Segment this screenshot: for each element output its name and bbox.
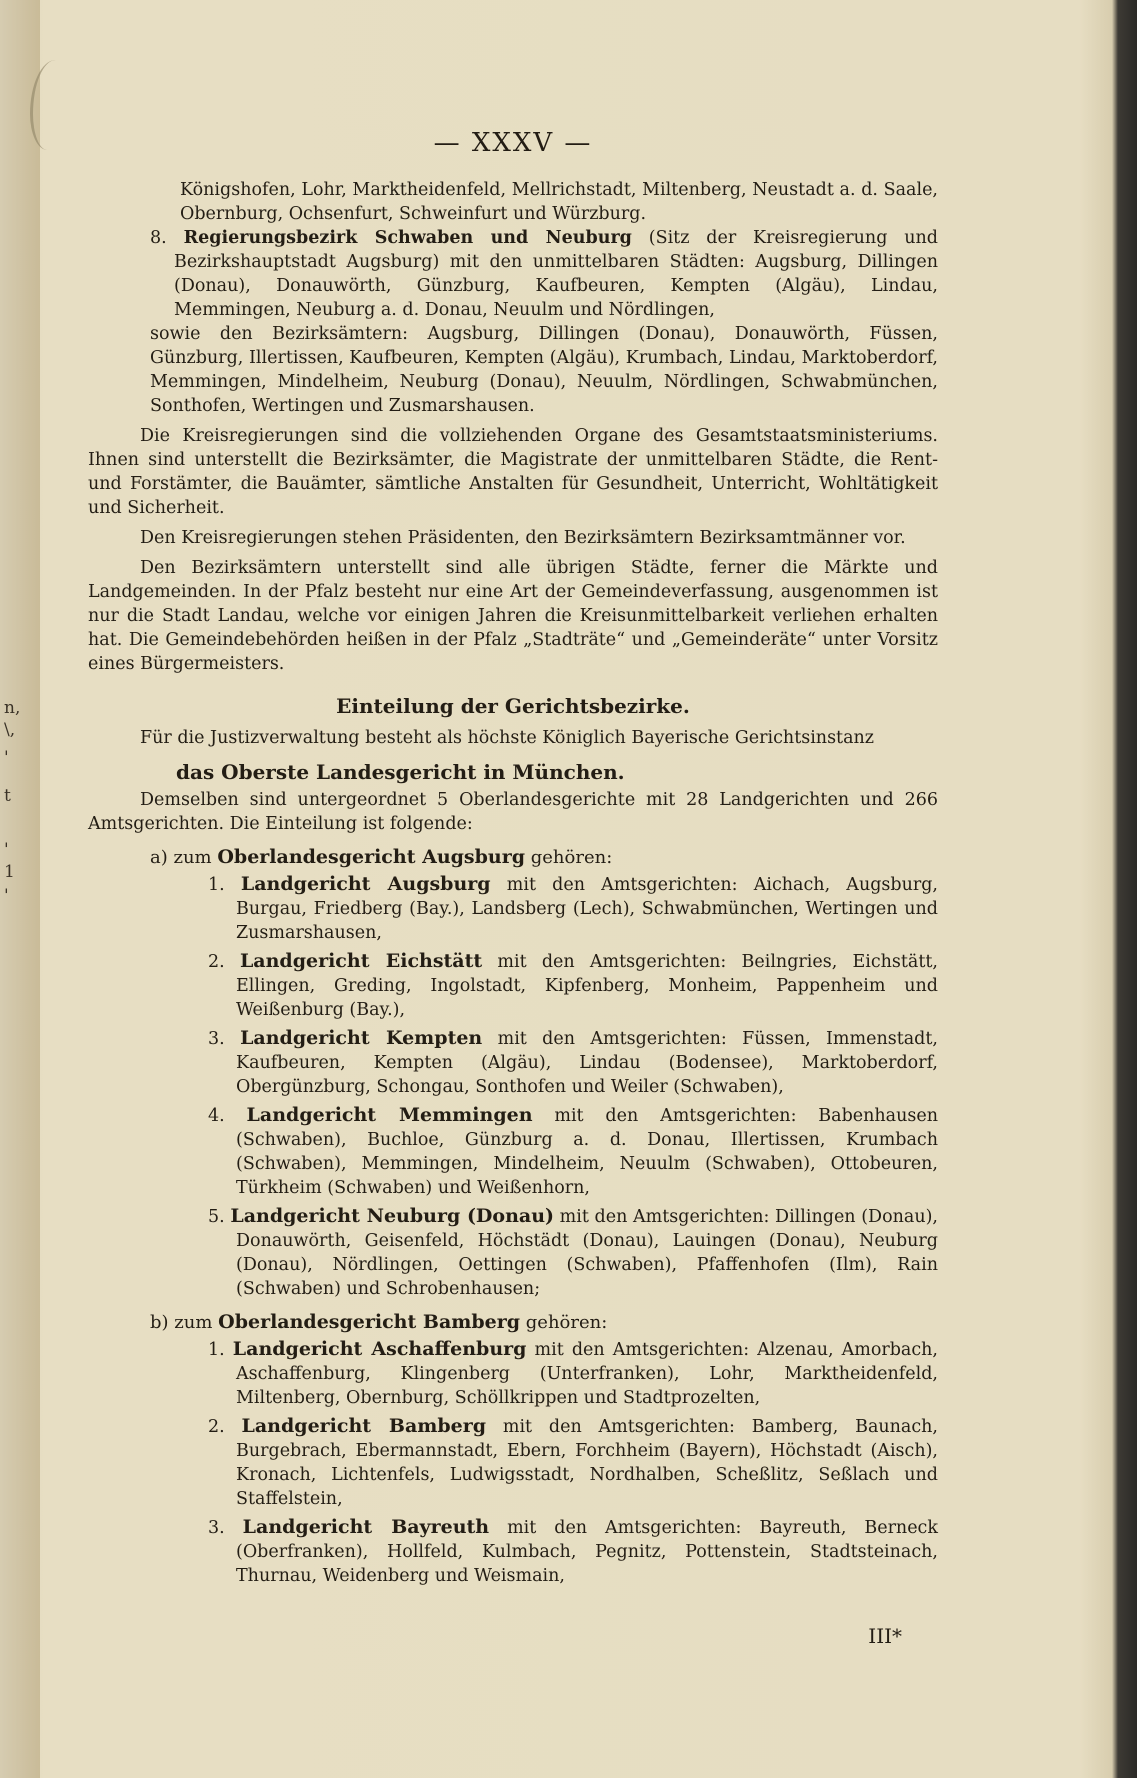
court-list-item: 2. Landgericht Eichstätt mit den Amtsgerichten: Beilngries, Eichstätt, Ellingen, Greding, Ingolstadt, Kipfenberg, Monheim, Pappenheim und Weißenburg (Bay.),: [208, 950, 938, 1020]
paragraph-justiz: Für die Justizverwaltung besteht als höchste Königlich Bayerische Gerichtsinstanz: [140, 728, 875, 748]
paragraph-bezirksaemter: Den Bezirksämtern unterstellt sind alle übrigen Städte, ferner die Märkte und Landgemeinden. In der Pfalz besteht nur eine Art der Gemeindeverfassung, ausgenommen ist nur die Stadt Landau, welche vor einigen Jahren die Kreisunmittelbarkeit verliehen erhalten hat. Die Gemeindebehörden heißen in der Pfalz „Stadträte“ und „Gemeinderäte“ unter Vorsitz eines Bürgermeisters.: [88, 558, 938, 674]
continued-paragraph: Königshofen, Lohr, Marktheidenfeld, Mellrichstadt, Miltenberg, Neustadt a. d. Saale, Obernburg, Ochsenfurt, Schweinfurt und Würzburg.: [180, 180, 938, 224]
court-list-item: 4. Landgericht Memmingen mit den Amtsgerichten: Babenhausen (Schwaben), Buchloe, Günzburg a. d. Donau, Illertissen, Krumbach (Schwaben), Memmingen, Mindelheim, Neuulm (Schwaben), Ottobeuren, Türkheim (Schwaben) und Weißenhorn,: [208, 1104, 938, 1198]
item-title: Regierungsbezirk Schwaben und Neuburg: [183, 228, 632, 248]
court-list-item: 3. Landgericht Bayreuth mit den Amtsgerichten: Bayreuth, Berneck (Oberfranken), Hollfeld, Kulmbach, Pegnitz, Pottenstein, Stadtsteinach, Thurnau, Weidenberg und Weismain,: [208, 1516, 938, 1586]
margin-fragment: ': [4, 886, 9, 906]
item-8-continuation: sowie den Bezirksämtern: Augsburg, Dillingen (Donau), Donauwörth, Füssen, Günzburg, Illertissen, Kaufbeuren, Kempten (Algäu), Krumbach, Lindau, Marktoberdorf, Memmingen, Mindelheim, Neuburg (Donau), Neuulm, Nördlingen, Schwabmünchen, Sonthofen, Wertingen und Zusmarshausen.: [150, 324, 938, 416]
list-item-8: [150, 226, 938, 322]
page-number-header: — XXXV —: [433, 128, 593, 158]
paragraph-kreisregierungen: Die Kreisregierungen sind die vollziehenden Organe des Gesamtstaatsministeriums. Ihnen sind unterstellt die Bezirksämter, die Magistrate der unmittelbaren Städte, die Rent- und Forstämter, die Bauämter, sämtliche Anstalten für Gesundheit, Unterricht, Wohltätigkeit und Sicherheit.: [88, 426, 938, 518]
group-a-title: Oberlandesgericht Augsburg: [217, 846, 526, 868]
group-b-title: Oberlandesgericht Bamberg: [218, 1311, 521, 1333]
court-list-item: 5. Landgericht Neuburg (Donau) mit den Amtsgerichten: Dillingen (Donau), Donauwörth, Geisenfeld, Höchstädt (Donau), Lauingen (Donau), Neuburg (Donau), Nördlingen, Oettingen (Schwaben), Pfaffenhofen (Ilm), Rain (Schwaben) und Schrobenhausen;: [208, 1205, 938, 1299]
item-text: (Sitz der Kreisregierung und Bezirkshauptstadt Augsburg) mit den unmittelbaren Städten: Augsburg, Dillingen (Donau), Donauwörth, Günzburg, Kaufbeuren, Kempten (Algäu), Lindau, Memmingen, Neuburg a. d. Donau, Neuulm und Nördlingen,: [174, 228, 938, 320]
court-list-item: 1. Landgericht Aschaffenburg mit den Amtsgerichten: Alzenau, Amorbach, Aschaffenburg, Klingenberg (Unterfranken), Lohr, Marktheidenfeld, Miltenberg, Obernburg, Schöllkrippen und Stadtprozelten,: [208, 1338, 938, 1408]
section-heading: Einteilung der Gerichtsbezirke.: [336, 694, 690, 718]
court-list-item: 2. Landgericht Bamberg mit den Amtsgerichten: Bamberg, Baunach, Burgebrach, Ebermannstadt, Ebern, Forchheim (Bayern), Höchstadt (Aisch), Kronach, Lichtenfels, Ludwigsstadt, Nordhalben, Scheßlitz, Seßlach und Staffelstein,: [208, 1415, 938, 1509]
margin-fragment: n,: [4, 698, 21, 718]
margin-fragment: ': [4, 748, 9, 768]
court-list-item: 3. Landgericht Kempten mit den Amtsgerichten: Füssen, Immenstadt, Kaufbeuren, Kempten (Algäu), Lindau (Bodensee), Marktoberdorf, Obergünzburg, Schongau, Sonthofen und Weiler (Schwaben),: [208, 1027, 938, 1097]
group-b-heading: b) zum Oberlandesgericht Bamberg gehören:: [150, 1311, 608, 1333]
margin-fragment: ': [4, 840, 9, 860]
court-list-item: 1. Landgericht Augsburg mit den Amtsgerichten: Aichach, Augsburg, Burgau, Friedberg (Bay.), Landsberg (Lech), Schwabmünchen, Wertingen und Zusmarshausen,: [208, 873, 938, 943]
paragraph-praesidenten: Den Kreisregierungen stehen Präsidenten, den Bezirksämtern Bezirksamtmänner vor.: [140, 528, 906, 548]
supreme-court-heading: das Oberste Landesgericht in München.: [176, 760, 625, 784]
paragraph-untergeordnet: Demselben sind untergeordnet 5 Oberlandesgerichte mit 28 Landgerichten und 266 Amtsgerichten. Die Einteilung ist folgende:: [88, 790, 938, 834]
margin-fragment: 1: [4, 862, 15, 882]
margin-fragment: \,: [4, 720, 16, 740]
signature-mark: III*: [868, 1624, 902, 1648]
group-a-heading: a) zum Oberlandesgericht Augsburg gehören:: [150, 846, 613, 868]
item-number: 8.: [150, 228, 167, 248]
margin-fragment: t: [4, 786, 11, 806]
page-content: [88, 128, 938, 1588]
